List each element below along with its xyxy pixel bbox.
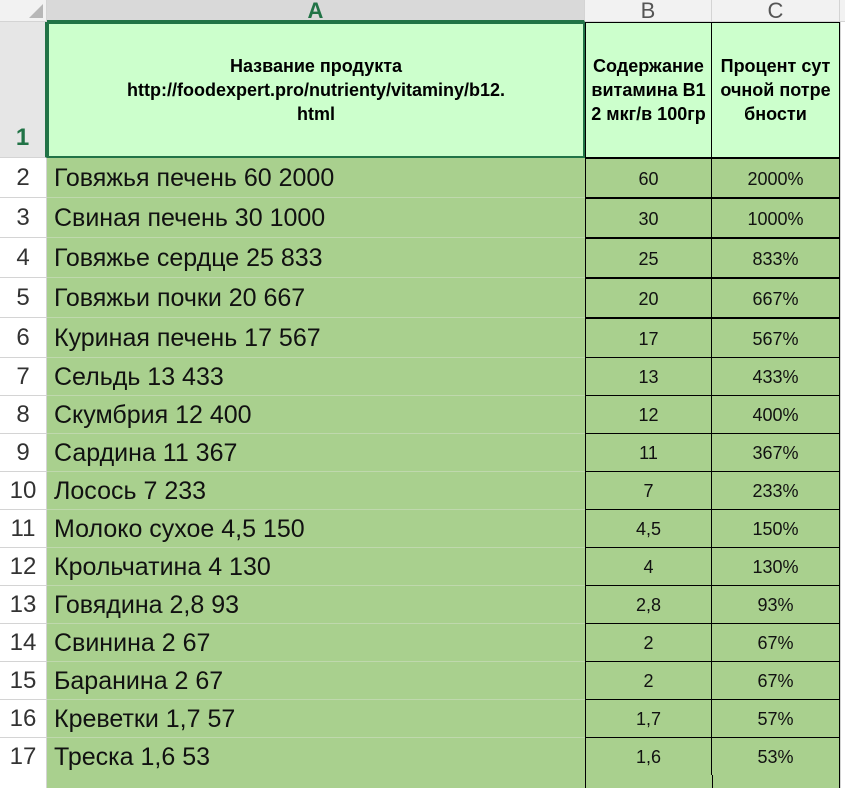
row-header-3[interactable]: 3 [0, 198, 47, 238]
b12-content-cell[interactable]: 2 [585, 624, 712, 662]
daily-percent-cell[interactable]: 67% [712, 662, 840, 700]
b12-content-cell[interactable]: 30 [585, 198, 712, 238]
daily-percent-cell[interactable]: 67% [712, 624, 840, 662]
row-header-9[interactable]: 9 [0, 434, 47, 472]
row-header-15[interactable]: 15 [0, 662, 47, 700]
row-header-7[interactable]: 7 [0, 358, 47, 396]
daily-percent-cell[interactable]: 2000% [712, 158, 840, 198]
partial-row-18 [47, 775, 840, 788]
product-name-cell[interactable]: Куриная печень 17 567 [47, 318, 585, 358]
daily-percent-cell[interactable]: 400% [712, 396, 840, 434]
daily-percent-cell[interactable]: 57% [712, 700, 840, 738]
header-product-name-title: Название продукта [229, 56, 403, 76]
header-b12-content-label: Содержание витамина B12 мкг/в 100гр [591, 56, 706, 124]
header-cell-b12-content[interactable] [585, 22, 712, 158]
b12-content-cell[interactable]: 2,8 [585, 586, 712, 624]
product-name-cell[interactable]: Крольчатина 4 130 [47, 548, 585, 586]
b12-content-cell[interactable]: 4 [585, 548, 712, 586]
header-product-name-url: http://foodexpert.pro/nutrienty/vitaminy/b12. [126, 80, 506, 100]
product-name-cell[interactable]: Говяжьи почки 20 667 [47, 278, 585, 318]
header-cell-daily-percent[interactable] [712, 22, 840, 158]
b12-content-cell[interactable]: 2 [585, 662, 712, 700]
b12-content-cell[interactable]: 1,6 [585, 738, 712, 776]
row-header-8[interactable]: 8 [0, 396, 47, 434]
b12-content-cell[interactable]: 13 [585, 358, 712, 396]
row-header-4[interactable]: 4 [0, 238, 47, 278]
daily-percent-cell[interactable]: 833% [712, 238, 840, 278]
column-d-edge [840, 22, 845, 788]
daily-percent-cell[interactable]: 1000% [712, 198, 840, 238]
row-header-5[interactable]: 5 [0, 278, 47, 318]
product-name-cell[interactable]: Скумбрия 12 400 [47, 396, 585, 434]
product-name-cell[interactable]: Баранина 2 67 [47, 662, 585, 700]
column-header-c[interactable]: C [712, 0, 840, 22]
product-name-cell[interactable]: Сельдь 13 433 [47, 358, 585, 396]
daily-percent-cell[interactable]: 567% [712, 318, 840, 358]
b12-content-cell[interactable]: 60 [585, 158, 712, 198]
b12-content-cell[interactable]: 17 [585, 318, 712, 358]
row-header-18[interactable] [0, 775, 47, 788]
daily-percent-cell[interactable]: 433% [712, 358, 840, 396]
column-header-a[interactable]: A [47, 0, 585, 22]
daily-percent-cell[interactable]: 233% [712, 472, 840, 510]
product-name-cell[interactable]: Говяжье сердце 25 833 [47, 238, 585, 278]
daily-percent-cell[interactable]: 130% [712, 548, 840, 586]
row-header-13[interactable]: 13 [0, 586, 47, 624]
row-header-12[interactable]: 12 [0, 548, 47, 586]
row-header-6[interactable]: 6 [0, 318, 47, 358]
row-header-10[interactable]: 10 [0, 472, 47, 510]
b12-content-cell[interactable]: 1,7 [585, 700, 712, 738]
product-name-cell[interactable]: Говядина 2,8 93 [47, 586, 585, 624]
row-header-2[interactable]: 2 [0, 158, 47, 198]
b12-content-cell[interactable]: 7 [585, 472, 712, 510]
product-name-cell[interactable]: Говяжья печень 60 2000 [47, 158, 585, 198]
daily-percent-cell[interactable]: 53% [712, 738, 840, 776]
product-name-cell[interactable]: Свинина 2 67 [47, 624, 585, 662]
header-daily-percent-label: Процент суточной потребности [720, 56, 831, 124]
product-name-cell[interactable]: Свиная печень 30 1000 [47, 198, 585, 238]
daily-percent-cell[interactable]: 93% [712, 586, 840, 624]
select-all-triangle-icon [29, 4, 43, 18]
product-name-cell[interactable]: Молоко сухое 4,5 150 [47, 510, 585, 548]
column-header-d[interactable] [840, 0, 845, 22]
product-name-cell[interactable]: Сардина 11 367 [47, 434, 585, 472]
column-header-b[interactable]: B [585, 0, 712, 22]
row-header-17[interactable]: 17 [0, 738, 47, 776]
header-cell-product-name[interactable] [47, 22, 585, 158]
daily-percent-cell[interactable]: 150% [712, 510, 840, 548]
daily-percent-cell[interactable]: 667% [712, 278, 840, 318]
b12-content-cell[interactable]: 20 [585, 278, 712, 318]
row-header-14[interactable]: 14 [0, 624, 47, 662]
b12-content-cell[interactable]: 11 [585, 434, 712, 472]
row-header-1[interactable]: 1 [0, 22, 47, 158]
row-header-11[interactable]: 11 [0, 510, 47, 548]
daily-percent-cell[interactable]: 367% [712, 434, 840, 472]
row-header-16[interactable]: 16 [0, 700, 47, 738]
b12-content-cell[interactable]: 25 [585, 238, 712, 278]
b12-content-cell[interactable]: 12 [585, 396, 712, 434]
select-all-corner[interactable] [0, 0, 47, 22]
product-name-cell[interactable]: Треска 1,6 53 [47, 738, 585, 776]
product-name-cell[interactable]: Лосось 7 233 [47, 472, 585, 510]
header-product-name-url-tail: html [297, 104, 335, 124]
product-name-cell[interactable]: Креветки 1,7 57 [47, 700, 585, 738]
b12-content-cell[interactable]: 4,5 [585, 510, 712, 548]
